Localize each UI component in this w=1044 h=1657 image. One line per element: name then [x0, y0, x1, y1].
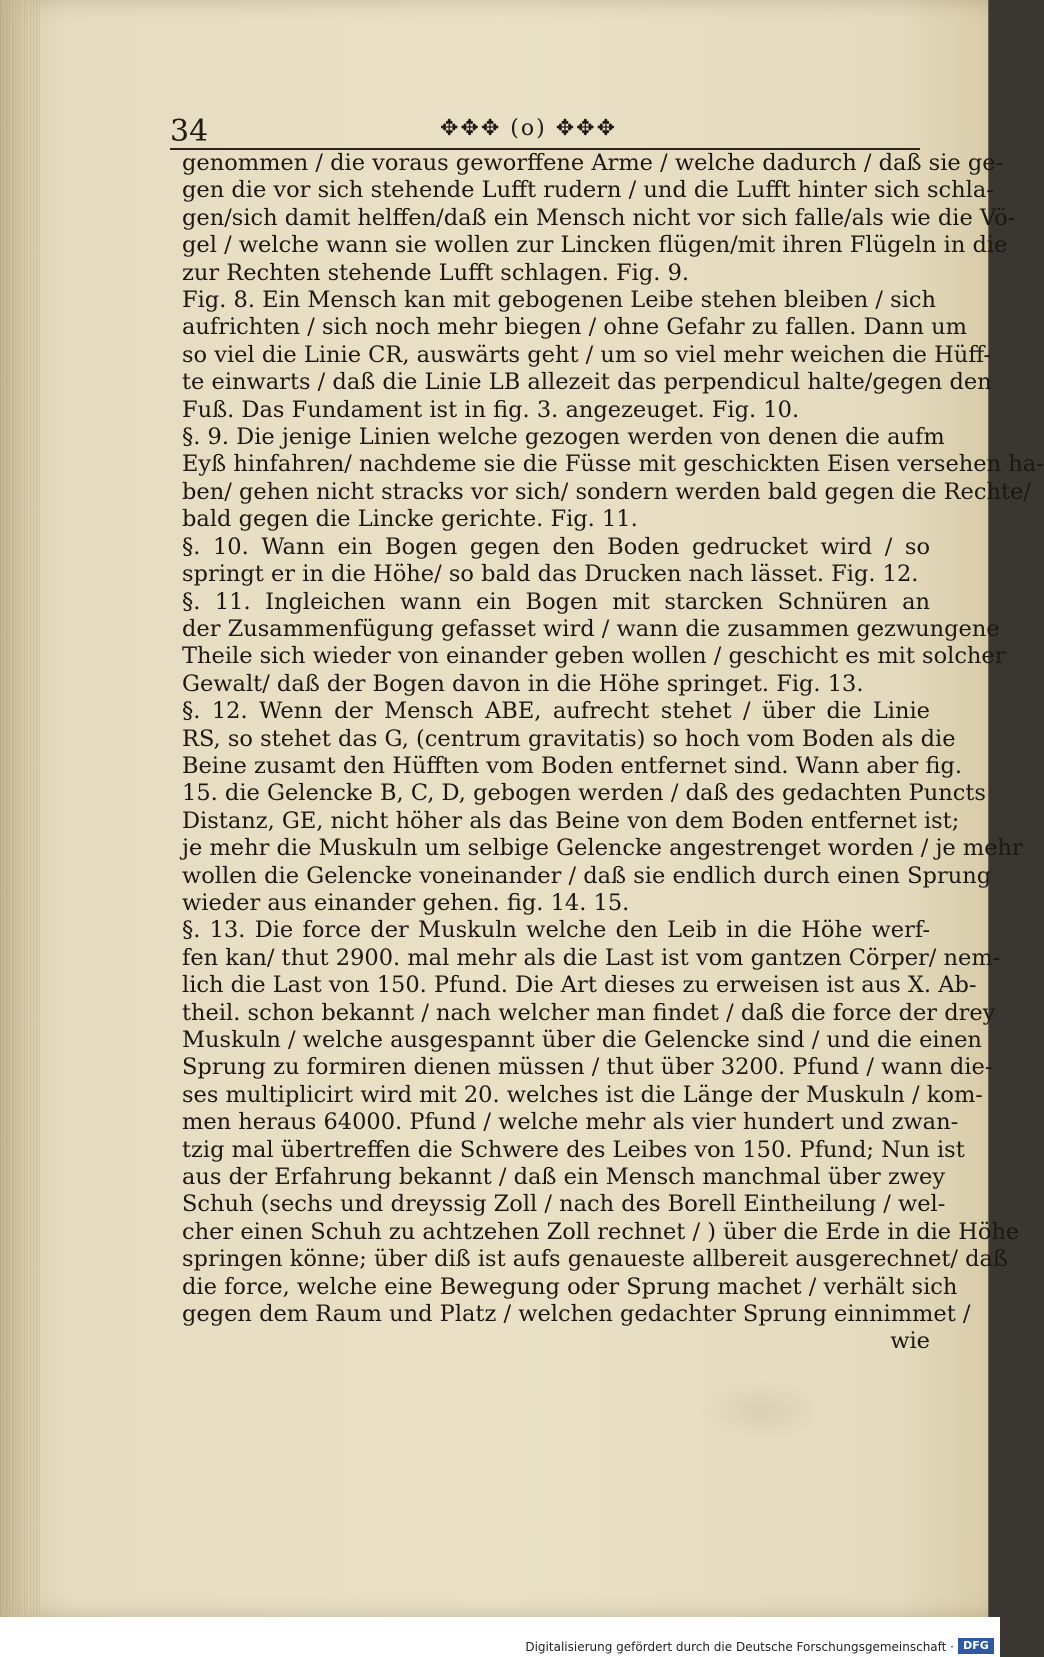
text-line: Fuß. Das Fundament ist in fig. 3. angezeuget. Fig. 10. — [182, 396, 800, 423]
text-line: gel / welche wann sie wollen zur Lincken flügen/mit ihren Flügeln in die — [182, 232, 1008, 259]
text-line: theil. schon bekannt / nach welcher man findet / daß die force der drey — [182, 999, 996, 1026]
text-line: gen/sich damit helffen/daß ein Mensch nicht vor sich falle/als wie die Vö- — [182, 204, 1016, 231]
text-line: wollen die Gelencke voneinander / daß sie endlich durch einen Sprung — [182, 862, 992, 889]
catchword: wie — [890, 1328, 930, 1355]
text-line: cher einen Schuh zu achtzehen Zoll rechnet / ) über die Erde in die Höhe — [182, 1218, 1020, 1245]
text-line: Eyß hinfahren/ nachdeme sie die Füsse mit geschickten Eisen versehen ha- — [182, 451, 1044, 478]
text-line: §. 11. Ingleichen wann ein Bogen mit starcken Schnüren an — [182, 588, 930, 615]
text-line: Gewalt/ daß der Bogen davon in die Höhe springet. Fig. 13. — [182, 670, 864, 697]
text-line: der Zusammenfügung gefasset wird / wann die zusammen gezwungene — [182, 615, 1000, 642]
page-edges — [0, 0, 40, 1617]
text-line: lich die Last von 150. Pfund. Die Art dieses zu erweisen ist aus X. Ab- — [182, 972, 977, 999]
header-ornament: ✥✥✥ (o) ✥✥✥ — [440, 116, 617, 141]
text-line: Muskuln / welche ausgespannt über die Gelencke sind / und die einen — [182, 1027, 982, 1053]
text-line: aufrichten / sich noch mehr biegen / ohne Gefahr zu fallen. Dann um — [182, 314, 967, 341]
text-line: fen kan/ thut 2900. mal mehr als die Last ist vom gantzen Cörper/ nem- — [182, 944, 1001, 971]
text-line: ses multiplicirt wird mit 20. welches ist die Länge der Muskuln / kom- — [182, 1081, 983, 1108]
text-line: RS, so stehet das G, (centrum gravitatis) so hoch vom Boden als die — [182, 725, 956, 752]
text-line: gen die vor sich stehende Lufft rudern / und die Lufft hinter sich schla- — [182, 177, 994, 204]
text-line: springen könne; über diß ist aufs genaueste allbereit ausgerechnet/ daß — [182, 1246, 1008, 1273]
text-line: 15. die Gelencke B, C, D, gebogen werden / daß des gedachten Puncts — [182, 780, 986, 807]
text-line: §. 10. Wann ein Bogen gegen den Boden gedrucket wird / so — [182, 533, 930, 560]
text-line: gegen dem Raum und Platz / welchen gedachter Sprung einnimmet / — [182, 1301, 971, 1328]
text-line: Theile sich wieder von einander geben wollen / geschicht es mit solcher — [182, 643, 1006, 670]
text-line: §. 9. Die jenige Linien welche gezogen werden von denen die aufm — [182, 424, 945, 451]
text-line: springt er in die Höhe/ so bald das Drucken nach lässet. Fig. 12. — [182, 561, 919, 588]
text-line: tzig mal übertreffen die Schwere des Leibes von 150. Pfund; Nun ist — [182, 1136, 965, 1163]
running-header — [170, 114, 920, 150]
text-line: Sprung zu formiren dienen müssen / thut über 3200. Pfund / wann die- — [182, 1054, 993, 1081]
body-text — [182, 150, 1044, 1356]
text-line: men heraus 64000. Pfund / welche mehr als vier hundert und zwan- — [182, 1109, 959, 1136]
page-number: 34 — [170, 114, 209, 149]
text-line: §. 12. Wenn der Mensch ABE, aufrecht stehet / über die Linie — [182, 698, 930, 725]
text-line: zur Rechten stehende Lufft schlagen. Fig. 9. — [182, 259, 690, 286]
text-line: so viel die Linie CR, auswärts geht / um so viel mehr weichen die Hüff- — [182, 341, 992, 368]
text-line: die force, welche eine Bewegung oder Sprung machet / verhält sich — [182, 1273, 958, 1300]
text-line: Schuh (sechs und dreyssig Zoll / nach des Borell Eintheilung / wel- — [182, 1191, 946, 1218]
show-through-stain — [700, 1380, 820, 1440]
dfg-logo-icon: DFG — [958, 1638, 994, 1654]
text-line: ben/ gehen nicht stracks vor sich/ sondern werden bald gegen die Rechte/ — [182, 478, 1031, 505]
text-line: te einwarts / daß die Linie LB allezeit das perpendicul halte/gegen den — [182, 369, 992, 396]
text-line: Distanz, GE, nicht höher als das Beine von dem Boden entfernet ist; — [182, 807, 960, 834]
text-line: §. 13. Die force der Muskuln welche den Leib in die Höhe werf- — [182, 917, 930, 944]
text-line: je mehr die Muskuln um selbige Gelencke angestrenget worden / je mehr — [182, 835, 1023, 862]
text-line: Fig. 8. Ein Mensch kan mit gebogenen Leibe stehen bleiben / sich — [182, 287, 937, 314]
text-line: genommen / die voraus geworffene Arme / welche dadurch / daß sie ge- — [182, 150, 1004, 176]
funding-notice: Digitalisierung gefördert durch die Deutsche Forschungsgemeinschaft · — [525, 1640, 954, 1654]
text-line: wieder aus einander gehen. fig. 14. 15. — [182, 889, 630, 916]
text-line: Beine zusamt den Hüfften vom Boden entfernet sind. Wann aber fig. — [182, 752, 962, 779]
text-line: bald gegen die Lincke gerichte. Fig. 11. — [182, 506, 638, 533]
text-line: aus der Erfahrung bekannt / daß ein Mensch manchmal über zwey — [182, 1164, 946, 1191]
